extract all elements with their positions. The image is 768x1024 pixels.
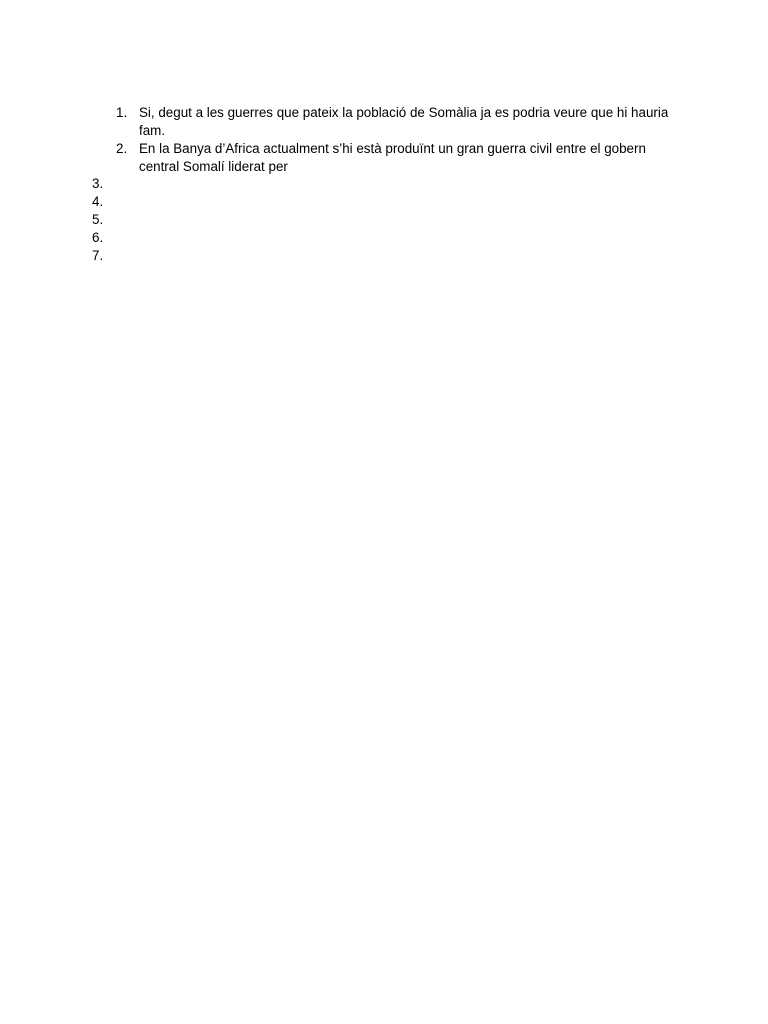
list-item: [110, 104, 670, 140]
empty-list-item: 7.: [92, 248, 104, 263]
empty-list-item: 4.: [92, 194, 104, 209]
list-item-text: Si, degut a les guerres que pateix la població de Somàlia ja es podria veure que hi hauria fam.: [139, 105, 669, 138]
list-item-number: 2.: [116, 141, 128, 156]
list-item-number: 1.: [116, 105, 128, 120]
list-item: [110, 140, 670, 176]
empty-list-item: 6.: [92, 230, 104, 245]
empty-list-item: 5.: [92, 212, 104, 227]
empty-list-item: 3.: [92, 176, 104, 191]
list-item-text: En la Banya d’Africa actualment s’hi està produïnt un gran guerra civil entre el gobern central Somalí liderat per: [139, 141, 646, 174]
empty-number-list: [92, 175, 103, 265]
numbered-answer-list: [110, 104, 670, 176]
